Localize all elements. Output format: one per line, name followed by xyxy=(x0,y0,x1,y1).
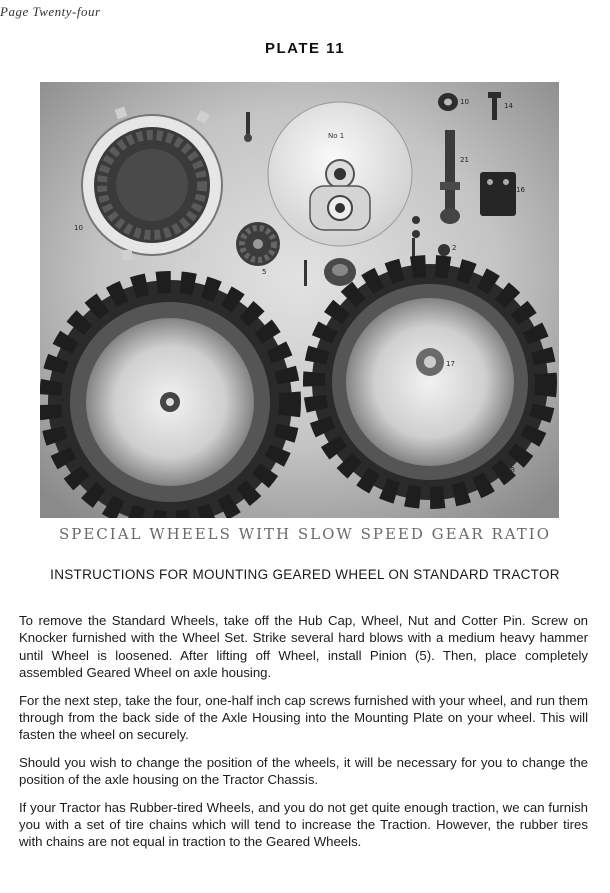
part-label-bracket: 16 xyxy=(516,186,525,194)
page-number-header: Page Twenty-four xyxy=(0,4,101,19)
hub-cap-part xyxy=(324,258,356,286)
cotter-pin-part xyxy=(304,260,307,286)
instruction-paragraph: If your Tractor has Rubber-tired Wheels, and you do not get quite enough traction, we can furnish you with a set of tire chains which will tend to increase the Traction. However, the rubber tires with chains are not equal in traction to the Geared Wheels. xyxy=(19,799,588,850)
part-label-cap-screw: 14 xyxy=(504,102,513,110)
left-geared-wheel xyxy=(48,280,292,518)
part-label-washer: 10 xyxy=(460,98,469,106)
instruction-paragraph: Should you wish to change the position of the wheels, it will be necessary for you to change the position of the axle housing on the Tractor Chassis. xyxy=(19,754,588,788)
instruction-paragraph: To remove the Standard Wheels, take off the Hub Cap, Wheel, Nut and Cotter Pin. Screw on Knocker furnished with the Wheel Set. Strike several hard blows with a medium heavy hammer until Wheel is loosened. After lifting off Wheel, install Pinion (5). Then, place completely assembled Geared Wheel on axle housing. xyxy=(19,613,588,681)
part-label-right-wheel-rim: 18 xyxy=(506,466,515,474)
instructions-heading: INSTRUCTIONS FOR MOUNTING GEARED WHEEL ON STANDARD TRACTOR xyxy=(50,567,560,582)
part-label-right-wheel: 17 xyxy=(446,360,455,368)
part-label-ring-gear: 10 xyxy=(74,224,83,232)
plate-title: PLATE 11 xyxy=(264,40,346,57)
instruction-paragraph: For the next step, take the four, one-half inch cap screws furnished with your wheel, and run them through from the back side of the Axle Housing into the Mounting Plate on your wheel. This will fasten the wheel on securely. xyxy=(19,692,588,743)
parts-photograph xyxy=(40,82,559,518)
instructions-body xyxy=(19,612,588,861)
photo-caption: SPECIAL WHEELS WITH SLOW SPEED GEAR RATIO xyxy=(58,525,552,543)
part-label-plate: No 1 xyxy=(328,132,345,140)
part-label-pinion: 5 xyxy=(262,268,267,276)
right-geared-wheel xyxy=(312,264,548,500)
mounting-plate-part xyxy=(268,102,412,246)
part-label-axle: 21 xyxy=(460,156,469,164)
part-label-nut: 2 xyxy=(452,244,457,252)
